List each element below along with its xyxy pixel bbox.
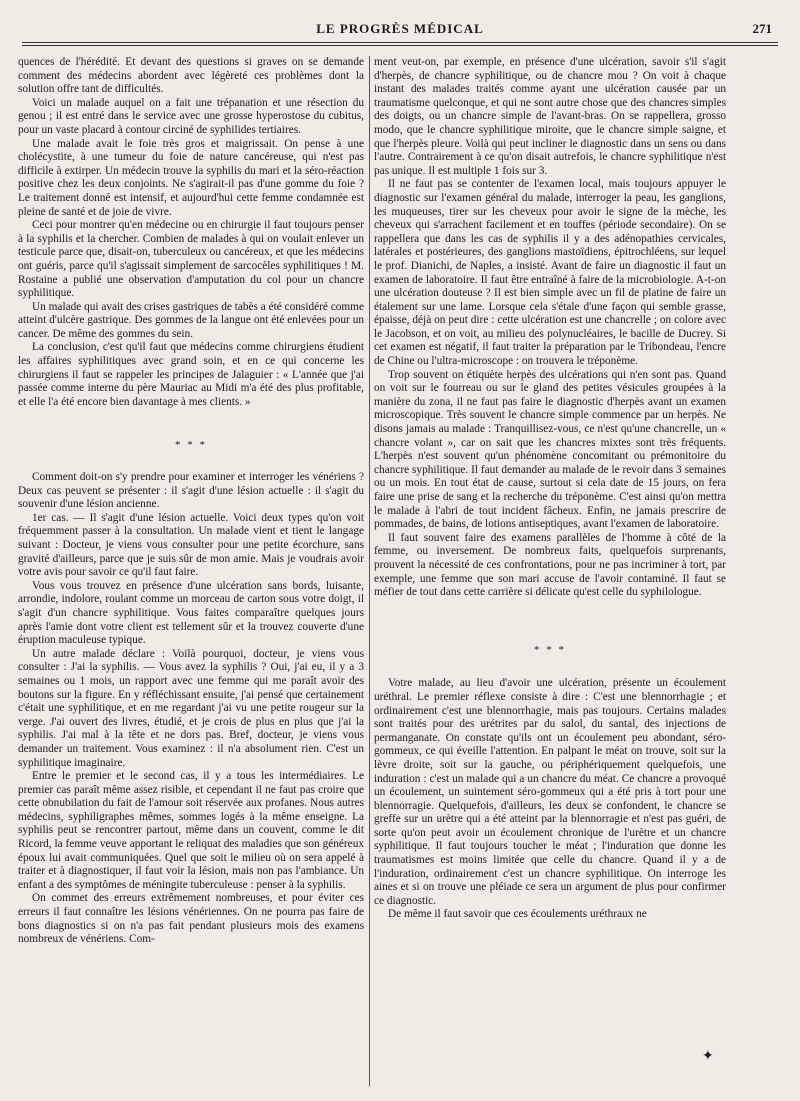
paragraph: Voici un malade auquel on a fait une trépanation et une résection du genou ; il est entré dans le service avec une grosse hyperostose du cubitus, pour un vaste placard à contour circiné de syphilides tertiaires. [18, 96, 364, 136]
page-header [22, 18, 778, 42]
paragraph: Il ne faut pas se contenter de l'examen local, mais toujours appuyer le diagnostic sur l'examen général du malade, interroger la peau, les ganglions, les muqueuses, tirer sur les cheveux pour avoir le signe de la mèche, les cheveux qui s'arrachent facilement et en touffes (période secondaire). On se rappellera que dans les cas de syphilis il y a des adénopathies cervicales, latérales et postérieures, des ganglions mastoïdiens, épitrochléens, sur lequel le prof. Dianichi, de Naples, a insisté. Avant de faire un diagnostic il faut un examen de laboratoire. Il faut être entraîné à faire de la microbiologie. A-t-on une ulcération douteuse ? Il est bien simple avec un fil de platine de faire un étalement sur une lame. Lorsque cela s'étale d'une façon qui semble grasse, épaisse, déjà on peut dire : cette ulcération est une chancrelle ; on colore avec le Jacobson, et on voit, au milieu des polynucléaires, le bacille de Ducrey. Si cet examen est négatif, il faut traiter la préparation par le Tribondeau, l'encre de Chine ou l'ultra-microscope : on trouvera le tréponème. [374, 178, 726, 368]
paragraph: Un malade qui avait des crises gastriques de tabès a été considéré comme atteint d'ulcère gastrique. Des gommes de la langue ont été enlevées pour un cancer. De même des gommes du sein. [18, 300, 364, 340]
paragraph: Entre le premier et le second cas, il y a tous les intermédiaires. Le premier cas paraît même assez risible, et cependant il ne faut pas croire que cette obnubilation du fait de l'amour soit réservée aux profanes. Nous autres médecins, syphiligraphes mêmes, sommes logés à la même enseigne. La syphilis peut se rencontrer partout, même dans un couvent, comme le dit Ricord, la femme veuve apportant le reliquat des maladies que son généreux époux lui avait communiquées. Quel que soit le milieu où on sera appelé à traiter et à diagnostiquer, il faut voir la lésion, mais non pas l'ambiance. Un enfant a des symptômes de méningite tuberculeuse : penser à la syphilis. [18, 770, 364, 891]
section-stars: * * * [175, 439, 207, 452]
header-rule [22, 42, 778, 46]
section-stars: * * * [534, 643, 566, 656]
paragraph: ment veut-on, par exemple, en présence d'une ulcération, savoir s'il s'agit d'herpès, de chancre syphilitique, ou de chancre mou ? On voit à chaque instant des malades traités comme ayant une ulcération causée par un traumatisme quelconque, et qui ne sont autre chose que des chancres simples des doigts, ou un chancre simple de l'avant-bras. On se rappellera, grosso modo, que le chancre syphilitique miroite, que le chancre simple saigne, et que l'herpès pleure. Voilà qui peut incliner le diagnostic dans un sens ou dans l'autre. Contrairement à ce qu'on disait autrefois, le chancre syphilitique n'est pas unique. Il est multiple 1 fois sur 3. [374, 56, 726, 177]
paragraph: De même il faut savoir que ces écoulements uréthraux ne [388, 908, 647, 921]
paragraph: Un autre malade déclare : Voilà pourquoi, docteur, je viens vous consulter : J'ai la syphilis. — Vous avez la syphilis ? Oui, j'ai eu, il y a 3 semaines ou 1 mois, un rapport avec une femme qui me paraît avoir des boutons sur la figure. En y réfléchissant ensuite, j'ai pensé que certainement c'était une syphilitique, et en me regardant j'ai vu une petite rougeur sur la verge. J'ai ouvert des livres, étudié, et je crois de plus en plus que j'ai la syphilis. J'ai mal à la tête et ne dors pas. Bref, docteur, je viens vous demander un traitement. Vous examinez : il n'a absolument rien. C'est un syphilitique imaginaire. [18, 647, 364, 769]
paragraph: Trop souvent on étiquète herpès des ulcérations qui n'en sont pas. Quand on voit sur le fourreau ou sur le gland des petites vésicules groupées à la manière du zona, il ne faut pas faire le diagnostic d'herpès avant un examen microscopique. Très souvent le chancre simple commence par un herpès. Ne disons jamais au malade : Tranquillisez-vous, ce n'est qu'une chancrelle, un « chancre volant », car on sait que les chancres mixtes sont très fréquents. L'herpès n'est souvent qu'un phénomène concomitant ou prémonitoire du chancre syphilitique. Il faut demander au malade de le revoir dans 3 semaines ou un mois. En tout état de cause, surtout si cela date de 15 jours, on fera faire une prise de sang et la recherche du tréponème. C'est ainsi qu'on mettra le malade à l'abri de tout incident fâcheux. Enfin, ne jamais prescrire de pommades, de bains, de lotions antiseptiques, avant l'examen de laboratoire. [374, 368, 726, 531]
left-column [18, 56, 364, 1086]
running-title: LE PROGRÈS MÉDICAL [316, 21, 484, 36]
paragraph: Ceci pour montrer qu'en médecine ou en chirurgie il faut toujours penser à la syphilis et la chercher. Combien de malades à qui on voulait enlever un testicule parce que, disait-on, tuberculeux ou cancéreux, et que les médecins ont guéris, parce qu'il s'agissait simplement de sarcocèles syphilitiques ! M. Rostaine a publié une observation d'amputation du col pour un chancre syphilitique. [18, 219, 364, 300]
paragraph: Il faut souvent faire des examens parallèles de l'homme à côté de la femme, ou inversement. De nombreux faits, quelquefois surprenants, prouvent la nécessité de ces confrontations, pour ne pas incriminer à tort, par exemple, une femme que son mari accuse de l'avoir contaminé. Il faut se méfier de tout dans cette carrière si délicate qu'est celle du syphilologue. [374, 531, 726, 599]
paragraph: Une malade avait le foie très gros et maigrissait. On pense à une cholécystite, à une tumeur du foie de nature cancéreuse, qui n'est pas difficile à extirper. Un médecin trouve la syphilis du mari et la séro-réaction positive chez les deux conjoints. Ne s'agirait-il pas d'une gomme du foie ? Le traitement donné est intensif, et aujourd'hui cette femme condamnée est pleine de santé et de joie de vivre. [18, 137, 364, 218]
paragraph: La conclusion, c'est qu'il faut que médecins comme chirurgiens étudient les affaires syphilitiques avec grand soin, et en ce qui concerne les chirurgiens il faut se rappeler les principes de Jalaguier : « L'année que j'ai passée comme interne du père Mauriac au Midi m'a été des plus profitable, et elle l'a été encore bien davantage à mes clients. » [18, 341, 364, 408]
column-divider [369, 56, 370, 1086]
paragraph: On commet des erreurs extrêmement nombreuses, et pour éviter ces erreurs il faut connaître les lésions vénériennes. On ne pourra pas faire de bons diagnostics si on n'a pas fait pendant plusieurs mois des examens nombreux de vénériens. Com- [18, 892, 364, 946]
paragraph: Comment doit-on s'y prendre pour examiner et interroger les vénériens ? Deux cas peuvent se présenter : il s'agit d'une lésion actuelle : il s'agit du souvenir d'une lésion ancienne. [18, 471, 364, 511]
paragraph: Votre malade, au lieu d'avoir une ulcération, présente un écoulement uréthral. Le premier réflexe consiste à dire : C'est une blennorrhagie ; et ordinairement c'est une blennorrhagie, mais pas toujours. Certains malades sont traités pour des urétrites par du salol, du santal, des injections de permanganate. On constate qu'ils ont un écoulement peu abondant, séro-gommeux, ce qui éveille l'attention. En palpant le méat on trouve, soit sur la lèvre droite, soit sur la gauche, ou périphériquement quelquefois, une induration : c'est un malade qui a un chancre du méat. Ce chancre a provoqué un écoulement, un suintement séro-gommeux qui a été pris à tort pour une blennorragie. Quelquefois, d'ailleurs, les deux se confondent, le chancre se greffe sur un urètre qui a été atteint par la blennorragie et n'est pas guéri, de sorte qu'on peut avoir un écoulement chronique de l'urètre et un chancre syphilitique. Il faut toujours toucher le méat ; l'induration que donne les traumatismes est moins limitée que celle du chancre. Quand il y a de l'induration, ordinairement c'est un chancre syphilitique. On interroge les aines et si on trouve une pléiade ce sera un argument de plus pour confirmer ce diagnostic. [374, 677, 726, 907]
page-end-ornament: ✦ [702, 1049, 714, 1064]
page-number: 271 [752, 21, 772, 36]
paragraph: 1er cas. — Il s'agit d'une lésion actuelle. Voici deux types qu'on voit fréquemment passer à la consultation. Un malade vient et tient le langage suivant : Docteur, je viens vous consulter pour une petite écorchure, sans gravité d'ailleurs, parce que je suis sûr de mon amie. Mais je voudrais avoir votre avis pour savoir ce qu'il faut faire. [18, 511, 364, 579]
right-column [374, 56, 726, 1086]
paragraph: quences de l'hérédité. Et devant des questions si graves on se demande comment des médecins abordent avec légèreté ces problèmes dont la solution offre tant de difficultés. [18, 56, 364, 96]
paragraph: Vous vous trouvez en présence d'une ulcération sans bords, luisante, arrondie, indolore, roulant comme un morceau de carton sous votre doigt, il s'agit d'un chancre syphilitique. Vous faites comparaître quelques jours après l'amie dont votre client est tellement sûr et la trouvez couverte d'une éruption maculeuse typique. [18, 579, 364, 647]
